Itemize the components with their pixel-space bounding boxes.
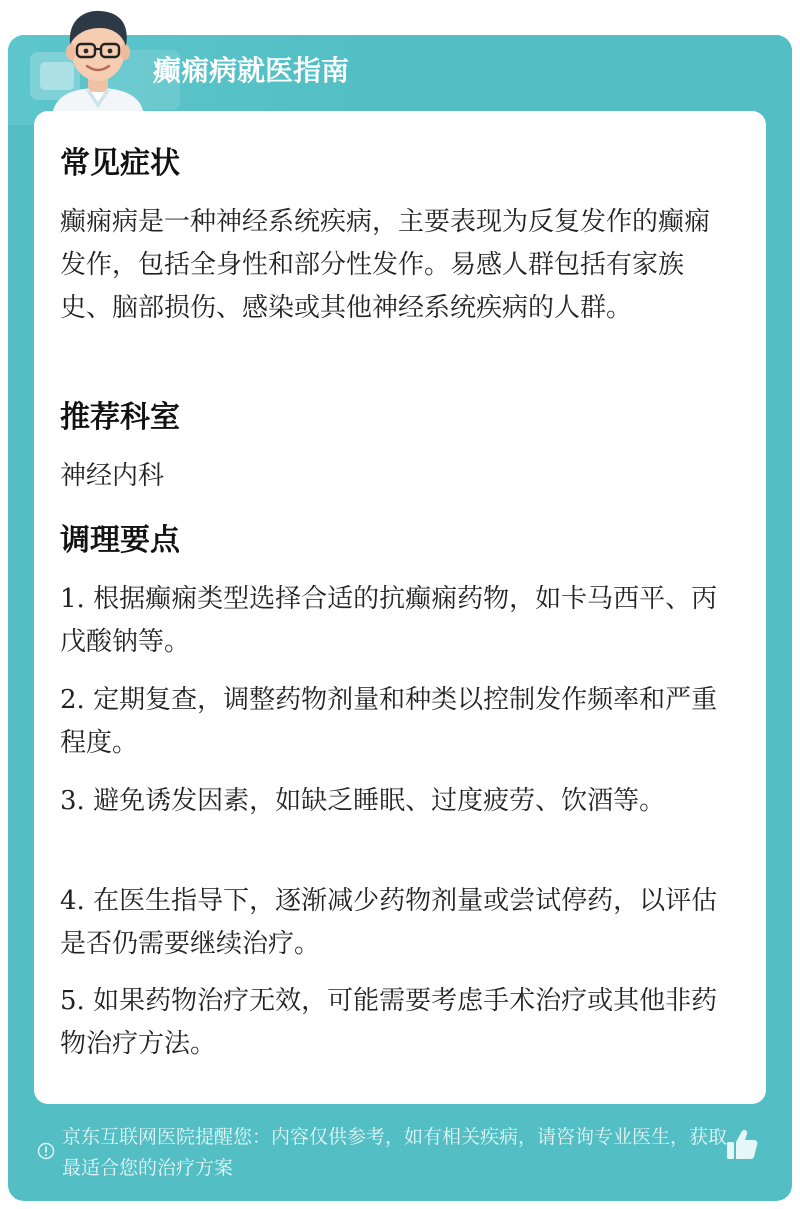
care-tip-text: 在医生指导下，逐渐减少药物剂量或尝试停药，以评估是否仍需要继续治疗。 — [60, 886, 718, 959]
footer-notice: 京东互联网医院提醒您：内容仅供参考，如有相关疾病，请咨询专业医生，获取最适合您的治疗方案 — [62, 1126, 728, 1179]
care-tip-text: 避免诱发因素，如缺乏睡眠、过度疲劳、饮酒等。 — [93, 786, 666, 816]
symptoms-text: 癫痫病是一种神经系统疾病，主要表现为反复发作的癫痫发作，包括全身性和部分性发作。易感人群包括有家族史、脑部损伤、感染或其他神经系统疾病的人群。 — [60, 207, 711, 323]
section-heading-care: 调理要点 — [60, 523, 180, 558]
section-heading-department: 推荐科室 — [60, 400, 180, 435]
care-tip-number: 3. — [60, 786, 85, 816]
info-icon — [37, 1142, 55, 1160]
care-tip-number: 4. — [60, 886, 85, 916]
thumbs-up-icon[interactable] — [724, 1127, 760, 1163]
care-tip-text: 定期复查，调整药物剂量和种类以控制发作频率和严重程度。 — [60, 685, 718, 758]
care-tip — [60, 980, 730, 1066]
care-tip-number: 2. — [60, 685, 85, 715]
care-tip — [60, 780, 730, 823]
department-text: 神经内科 — [60, 461, 165, 491]
care-tip — [60, 679, 730, 765]
section-heading-symptoms: 常见症状 — [60, 146, 180, 181]
care-tip-text: 如果药物治疗无效，可能需要考虑手术治疗或其他非药物治疗方法。 — [60, 986, 718, 1059]
care-tip-number: 1. — [60, 584, 85, 614]
doctor-avatar — [38, 4, 158, 116]
care-tip-text: 根据癫痫类型选择合适的抗癫痫药物，如卡马西平、丙戊酸钠等。 — [60, 584, 718, 657]
care-tip — [60, 578, 730, 664]
care-tip-number: 5. — [60, 986, 85, 1016]
page-title: 癫痫病就医指南 — [153, 54, 350, 87]
care-tip — [60, 880, 730, 966]
